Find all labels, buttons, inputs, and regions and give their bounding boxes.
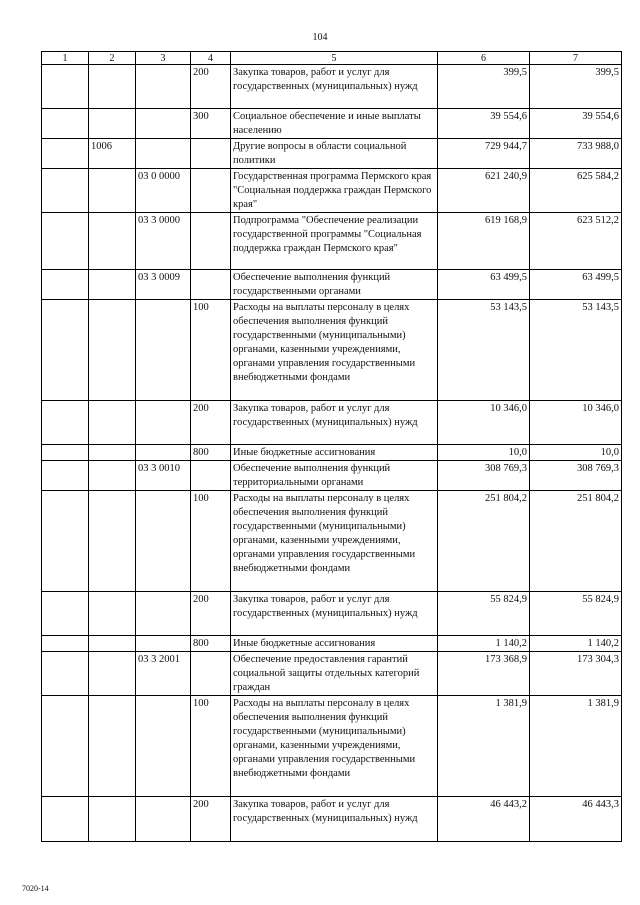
column-header: 2 (89, 52, 136, 65)
cell-amount-1: 308 769,3 (438, 461, 530, 491)
table-row (42, 797, 622, 842)
cell-target-code (136, 636, 191, 652)
cell-target-code (136, 139, 191, 169)
page-number: 104 (312, 32, 328, 43)
cell-name: Закупка товаров, работ и услуг для государственных (муниципальных) нужд (231, 592, 438, 636)
cell-target-code (136, 401, 191, 445)
cell-amount-2: 39 554,6 (530, 109, 622, 139)
cell-amount-2: 625 584,2 (530, 169, 622, 213)
cell-amount-1: 729 944,7 (438, 139, 530, 169)
column-header: 6 (438, 52, 530, 65)
cell-section-code (89, 270, 136, 300)
cell-name: Закупка товаров, работ и услуг для государственных (муниципальных) нужд (231, 797, 438, 842)
cell-target-code: 03 3 0009 (136, 270, 191, 300)
cell-col1 (42, 139, 89, 169)
table-row (42, 65, 622, 109)
cell-section-code (89, 445, 136, 461)
table-row (42, 213, 622, 270)
cell-amount-1: 1 381,9 (438, 696, 530, 797)
cell-name: Обеспечение выполнения функций государственными органами (231, 270, 438, 300)
cell-section-code (89, 797, 136, 842)
cell-amount-1: 173 368,9 (438, 652, 530, 696)
cell-col1 (42, 696, 89, 797)
cell-amount-1: 39 554,6 (438, 109, 530, 139)
cell-amount-2: 399,5 (530, 65, 622, 109)
cell-col1 (42, 270, 89, 300)
cell-target-code (136, 65, 191, 109)
cell-amount-1: 55 824,9 (438, 592, 530, 636)
cell-name: Расходы на выплаты персоналу в целях обеспечения выполнения функций государственными (муниципальными) органами, казенными учреждениями, органами управления государственными внебюджетными фондами (231, 300, 438, 401)
table-row (42, 636, 622, 652)
table-row (42, 109, 622, 139)
cell-amount-2: 623 512,2 (530, 213, 622, 270)
cell-amount-1: 251 804,2 (438, 491, 530, 592)
cell-col1 (42, 797, 89, 842)
cell-target-code: 03 0 0000 (136, 169, 191, 213)
cell-amount-1: 619 168,9 (438, 213, 530, 270)
table-row (42, 592, 622, 636)
cell-target-code (136, 696, 191, 797)
cell-amount-2: 10,0 (530, 445, 622, 461)
cell-expense-type: 800 (191, 445, 231, 461)
cell-amount-2: 46 443,3 (530, 797, 622, 842)
cell-expense-type (191, 652, 231, 696)
cell-name: Закупка товаров, работ и услуг для государственных (муниципальных) нужд (231, 401, 438, 445)
cell-target-code (136, 109, 191, 139)
cell-amount-1: 46 443,2 (438, 797, 530, 842)
cell-target-code: 03 3 0010 (136, 461, 191, 491)
cell-col1 (42, 169, 89, 213)
column-header: 7 (530, 52, 622, 65)
cell-section-code (89, 696, 136, 797)
cell-amount-2: 1 381,9 (530, 696, 622, 797)
cell-col1 (42, 652, 89, 696)
cell-col1 (42, 445, 89, 461)
table-row (42, 652, 622, 696)
cell-section-code (89, 491, 136, 592)
cell-section-code (89, 461, 136, 491)
cell-target-code: 03 3 2001 (136, 652, 191, 696)
cell-col1 (42, 461, 89, 491)
cell-name: Закупка товаров, работ и услуг для государственных (муниципальных) нужд (231, 65, 438, 109)
cell-name: Другие вопросы в области социальной политики (231, 139, 438, 169)
cell-expense-type (191, 139, 231, 169)
cell-amount-2: 1 140,2 (530, 636, 622, 652)
cell-target-code (136, 592, 191, 636)
cell-section-code (89, 169, 136, 213)
cell-col1 (42, 213, 89, 270)
column-header-row (42, 52, 622, 65)
cell-amount-2: 63 499,5 (530, 270, 622, 300)
cell-amount-2: 733 988,0 (530, 139, 622, 169)
cell-name: Иные бюджетные ассигнования (231, 636, 438, 652)
cell-target-code (136, 491, 191, 592)
cell-section-code (89, 636, 136, 652)
budget-table (41, 51, 622, 842)
cell-col1 (42, 109, 89, 139)
footer-code: 7020-14 (22, 884, 49, 893)
cell-expense-type: 200 (191, 797, 231, 842)
cell-col1 (42, 636, 89, 652)
cell-expense-type: 200 (191, 592, 231, 636)
cell-section-code: 1006 (89, 139, 136, 169)
table-row (42, 696, 622, 797)
cell-expense-type: 100 (191, 300, 231, 401)
column-header: 4 (191, 52, 231, 65)
cell-amount-2: 55 824,9 (530, 592, 622, 636)
cell-expense-type: 300 (191, 109, 231, 139)
cell-amount-2: 173 304,3 (530, 652, 622, 696)
cell-name: Подпрограмма "Обеспечение реализации государственной программы "Социальная поддержка граждан Пермского края" (231, 213, 438, 270)
cell-col1 (42, 491, 89, 592)
cell-name: Обеспечение предоставления гарантий социальной защиты отдельных категорий граждан (231, 652, 438, 696)
cell-section-code (89, 109, 136, 139)
table-row (42, 300, 622, 401)
cell-expense-type: 100 (191, 696, 231, 797)
cell-col1 (42, 65, 89, 109)
cell-amount-2: 10 346,0 (530, 401, 622, 445)
cell-section-code (89, 213, 136, 270)
cell-target-code (136, 300, 191, 401)
cell-expense-type (191, 461, 231, 491)
column-header: 1 (42, 52, 89, 65)
table-row (42, 270, 622, 300)
cell-name: Государственная программа Пермского края "Социальная поддержка граждан Пермского края" (231, 169, 438, 213)
cell-amount-1: 10 346,0 (438, 401, 530, 445)
cell-expense-type: 100 (191, 491, 231, 592)
table-row (42, 139, 622, 169)
table-row (42, 401, 622, 445)
cell-amount-1: 10,0 (438, 445, 530, 461)
cell-amount-2: 251 804,2 (530, 491, 622, 592)
cell-section-code (89, 65, 136, 109)
cell-expense-type (191, 169, 231, 213)
cell-col1 (42, 592, 89, 636)
cell-col1 (42, 300, 89, 401)
cell-amount-1: 399,5 (438, 65, 530, 109)
cell-name: Иные бюджетные ассигнования (231, 445, 438, 461)
table-row (42, 445, 622, 461)
cell-amount-1: 621 240,9 (438, 169, 530, 213)
cell-section-code (89, 592, 136, 636)
cell-target-code (136, 797, 191, 842)
cell-amount-2: 53 143,5 (530, 300, 622, 401)
cell-target-code (136, 445, 191, 461)
cell-section-code (89, 652, 136, 696)
cell-target-code: 03 3 0000 (136, 213, 191, 270)
cell-section-code (89, 300, 136, 401)
cell-name: Обеспечение выполнения функций территориальными органами (231, 461, 438, 491)
table-row (42, 491, 622, 592)
cell-section-code (89, 401, 136, 445)
cell-expense-type: 200 (191, 401, 231, 445)
cell-name: Социальное обеспечение и иные выплаты населению (231, 109, 438, 139)
cell-expense-type (191, 213, 231, 270)
cell-amount-2: 308 769,3 (530, 461, 622, 491)
table-row (42, 169, 622, 213)
cell-amount-1: 53 143,5 (438, 300, 530, 401)
table-row (42, 461, 622, 491)
cell-expense-type (191, 270, 231, 300)
cell-amount-1: 63 499,5 (438, 270, 530, 300)
column-header: 5 (231, 52, 438, 65)
cell-amount-1: 1 140,2 (438, 636, 530, 652)
cell-name: Расходы на выплаты персоналу в целях обеспечения выполнения функций государственными (муниципальными) органами, казенными учреждениями, органами управления государственными внебюджетными фондами (231, 491, 438, 592)
cell-expense-type: 800 (191, 636, 231, 652)
cell-expense-type: 200 (191, 65, 231, 109)
cell-col1 (42, 401, 89, 445)
column-header: 3 (136, 52, 191, 65)
cell-name: Расходы на выплаты персоналу в целях обеспечения выполнения функций государственными (муниципальными) органами, казенными учреждениями, органами управления государственными внебюджетными фондами (231, 696, 438, 797)
